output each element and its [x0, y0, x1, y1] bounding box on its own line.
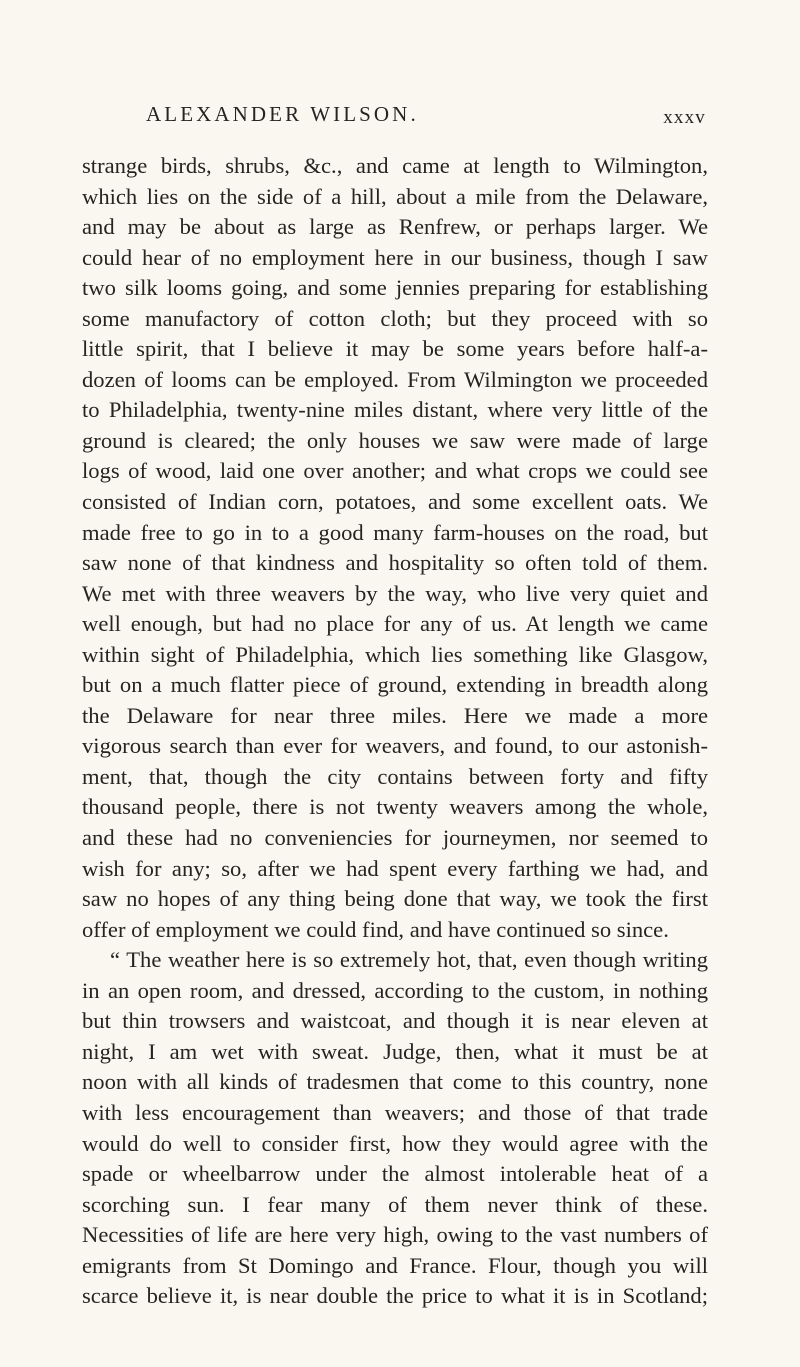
text-line: logs of wood, laid one over another; and what crops we could see [82, 458, 708, 484]
text-line: spade or wheelbarrow under the almost intolerable heat of a [82, 1161, 708, 1187]
text-line: would do well to consider first, how they would agree with the [82, 1130, 708, 1156]
running-title: ALEXANDER WILSON. [146, 102, 419, 126]
text-line: ground is cleared; the only houses we saw were made of large [82, 427, 708, 453]
text-line: wish for any; so, after we had spent every farthing we had, and [82, 855, 708, 881]
text-line: in an open room, and dressed, according to the custom, in nothing [82, 977, 708, 1003]
text-line: but thin trowsers and waistcoat, and though it is near eleven at [82, 1008, 708, 1034]
text-line: night, I am wet with sweat. Judge, then, what it must be at [82, 1038, 708, 1064]
text-line: ment, that, though the city contains between forty and fifty [82, 763, 708, 789]
text-line: strange birds, shrubs, &c., and came at length to Wilmington, [82, 153, 708, 178]
text-line: well enough, but had no place for any of us. At length we came [82, 611, 708, 637]
text-line: made free to go in to a good many farm-houses on the road, but [82, 519, 708, 545]
text-line: scorching sun. I fear many of them never think of these. [82, 1191, 708, 1217]
text-line: saw none of that kindness and hospitality so often told of them. [82, 550, 708, 576]
text-line: the Delaware for near three miles. Here we made a more [82, 702, 708, 728]
text-line: dozen of looms can be employed. From Wilmington we proceeded [82, 366, 708, 392]
text-line: scarce believe it, is near double the price to what it is in Scotland; [82, 1283, 708, 1309]
text-line: but on a much flatter piece of ground, extending in breadth along [82, 672, 708, 698]
text-line: Necessities of life are here very high, owing to the vast numbers of [82, 1222, 708, 1248]
text-line: to Philadelphia, twenty-nine miles distant, where very little of the [82, 397, 708, 423]
text-line: saw no hopes of any thing being done that way, we took the first [82, 886, 708, 912]
text-line: could hear of no employment here in our business, though I saw [82, 244, 708, 270]
text-line: We met with three weavers by the way, who live very quiet and [82, 580, 708, 606]
text-line: with less encouragement than weavers; and those of that trade [82, 1099, 708, 1125]
text-line: vigorous search than ever for weavers, and found, to our astonish- [82, 733, 708, 759]
paragraph-last-line: offer of employment we could find, and have continued so since. [82, 916, 669, 942]
page-number: xxxv [663, 107, 706, 128]
running-head [146, 102, 706, 132]
text-line: some manufactory of cotton cloth; but they proceed with so [82, 305, 708, 331]
paragraph-first-line: “ The weather here is so extremely hot, that, even though writing [110, 947, 708, 973]
text-line: and these had no conveniencies for journeymen, nor seemed to [82, 825, 708, 851]
text-line: emigrants from St Domingo and France. Flour, though you will [82, 1252, 708, 1278]
text-line: consisted of Indian corn, potatoes, and some excellent oats. We [82, 489, 708, 515]
text-line: two silk looms going, and some jennies preparing for establishing [82, 275, 708, 301]
body-text [82, 151, 708, 1312]
text-line: which lies on the side of a hill, about a mile from the Delaware, [82, 183, 708, 209]
text-line: noon with all kinds of tradesmen that come to this country, none [82, 1069, 708, 1095]
text-line: little spirit, that I believe it may be some years before half-a- [82, 336, 708, 362]
text-line: and may be about as large as Renfrew, or perhaps larger. We [82, 214, 708, 240]
text-line: within sight of Philadelphia, which lies something like Glasgow, [82, 641, 708, 667]
text-line: thousand people, there is not twenty weavers among the whole, [82, 794, 708, 820]
